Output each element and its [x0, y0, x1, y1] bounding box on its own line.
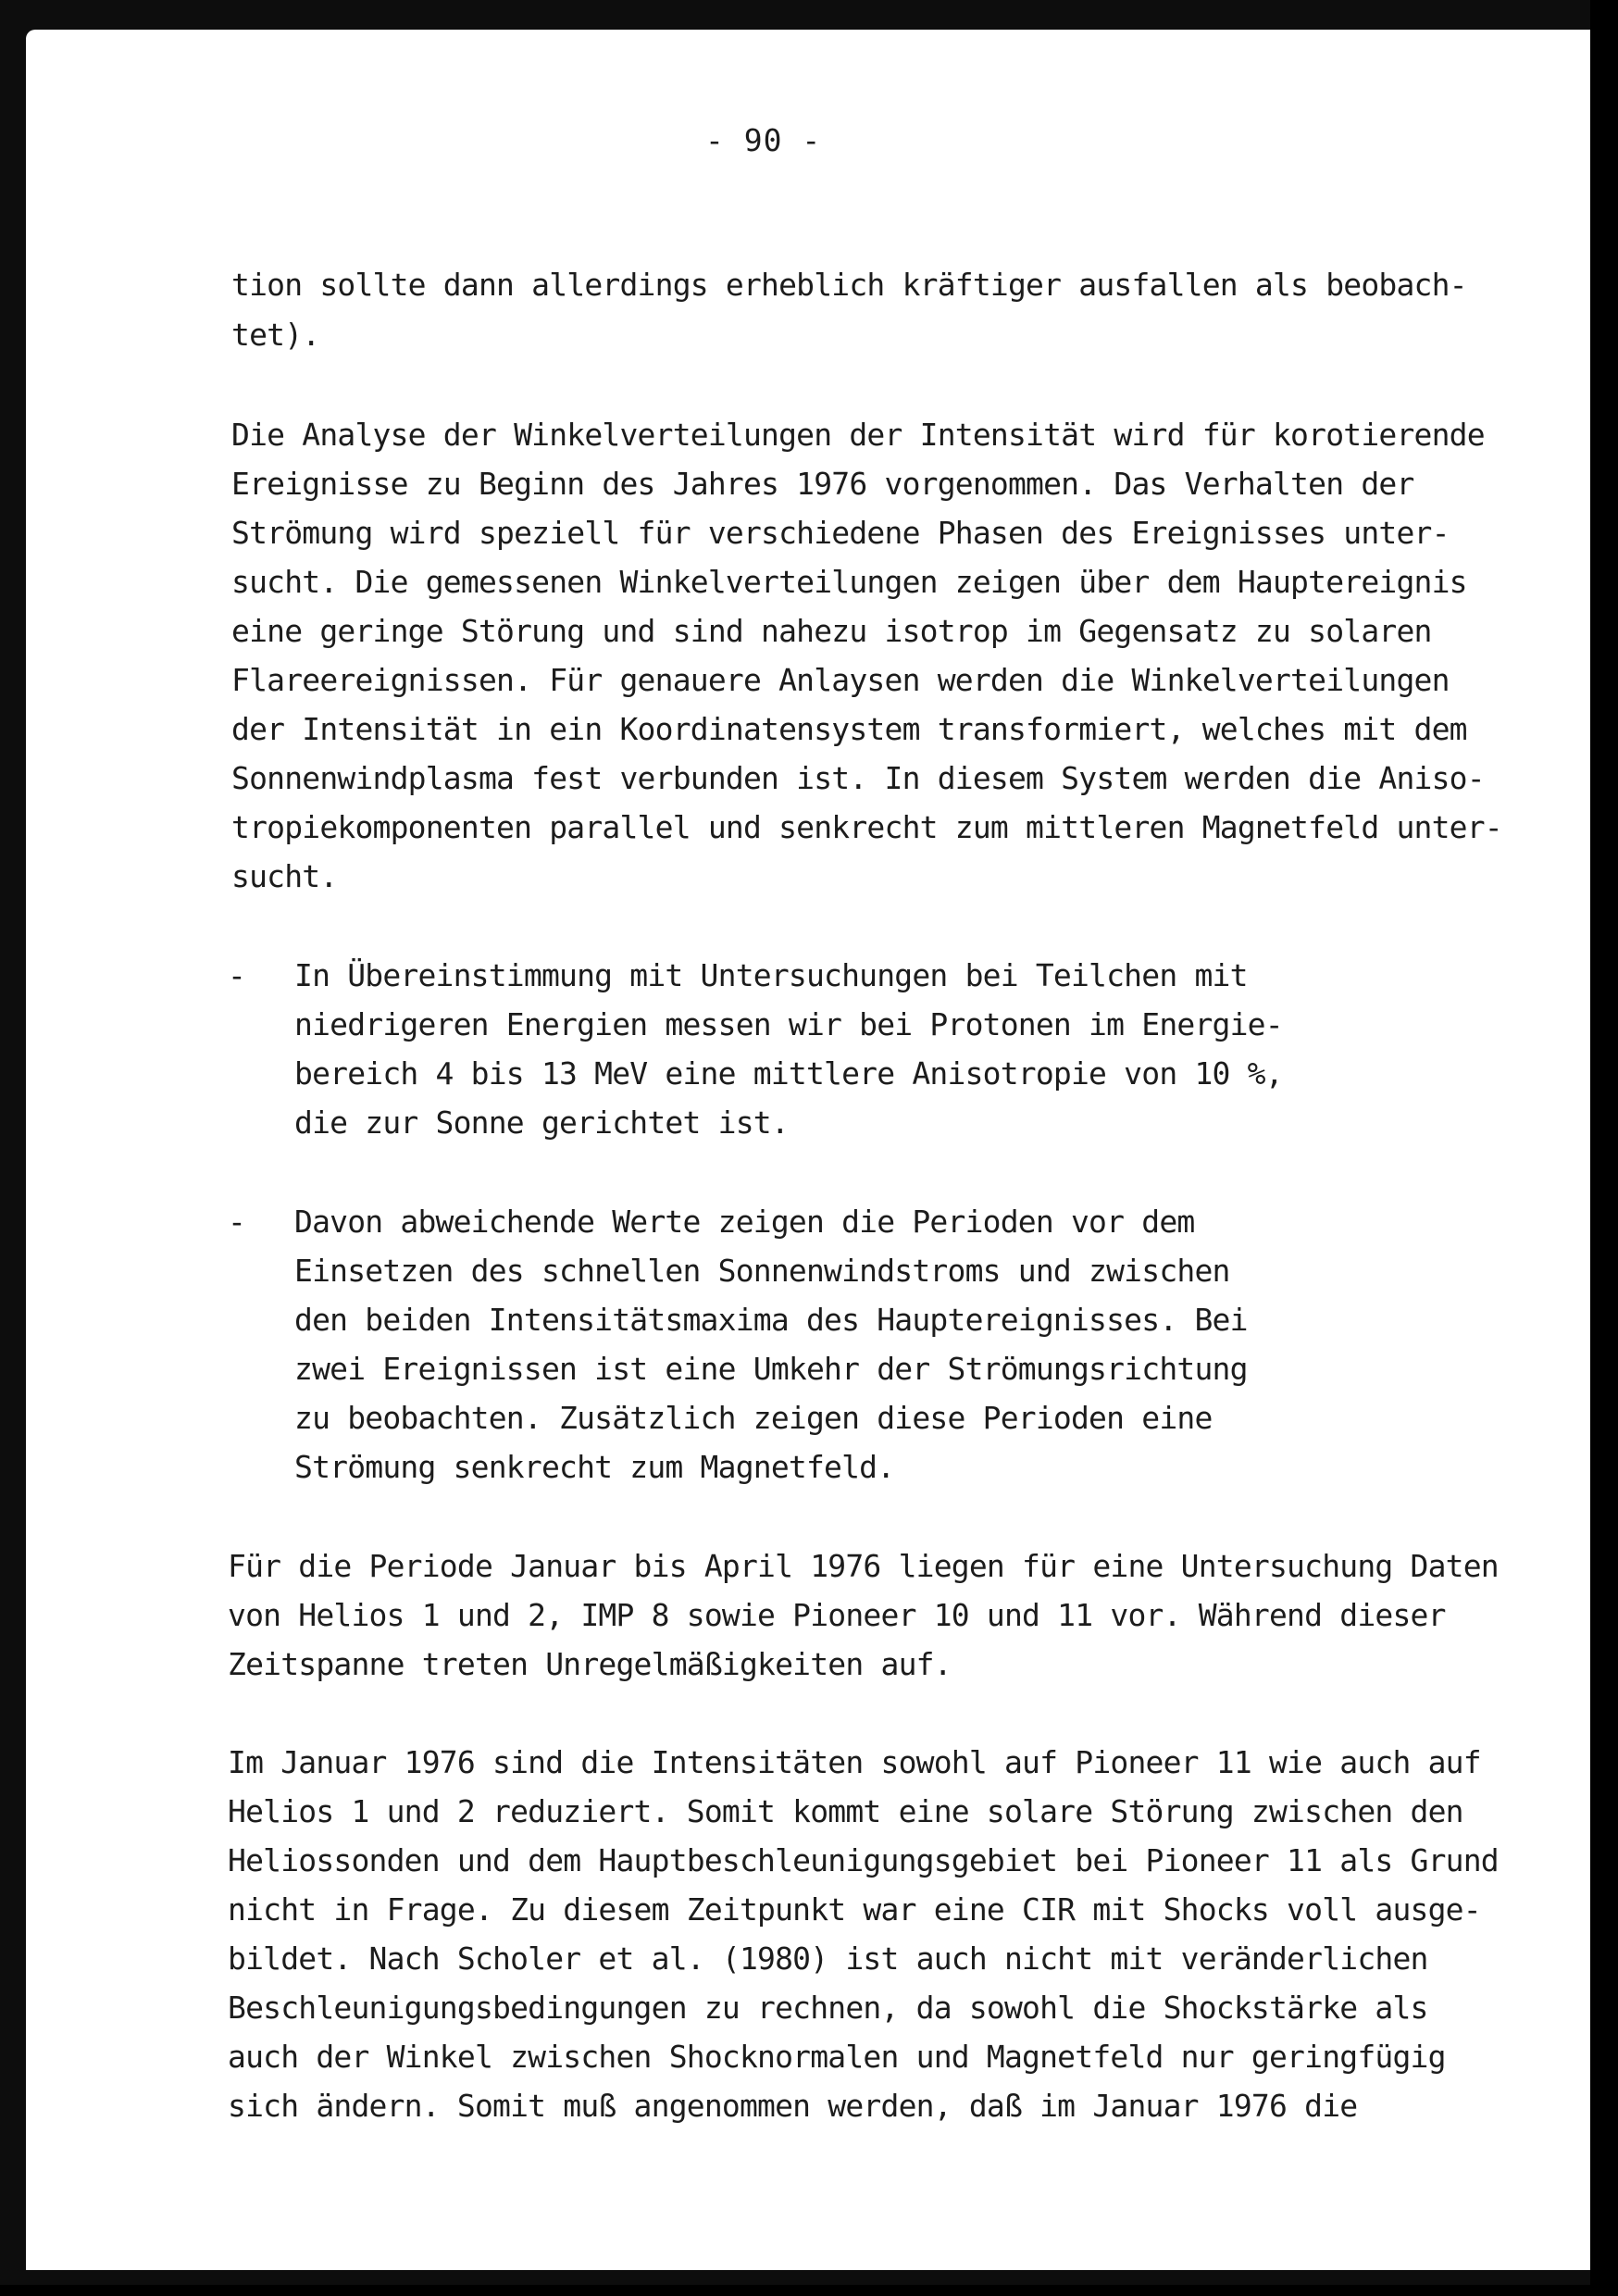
text-line: der Intensität in ein Koordinatensystem transformiert, welches mit dem: [231, 711, 1467, 747]
text-line: tropiekomponenten parallel und senkrecht zum mittleren Magnetfeld unter-: [231, 809, 1502, 845]
text-line: Ereignisse zu Beginn des Jahres 1976 vorgenommen. Das Verhalten der: [231, 466, 1414, 502]
text-line: Sonnenwindplasma fest verbunden ist. In diesem System werden die Aniso-: [231, 760, 1485, 796]
text-line: die zur Sonne gerichtet ist.: [294, 1104, 789, 1141]
scan-border-right: [1590, 0, 1618, 2296]
text-line: sich ändern. Somit muß angenommen werden, daß im Januar 1976 die: [228, 2088, 1358, 2124]
text-line: nicht in Frage. Zu diesem Zeitpunkt war eine CIR mit Shocks voll ausge-: [228, 1891, 1481, 1928]
text-line: Davon abweichende Werte zeigen die Perioden vor dem: [294, 1204, 1195, 1240]
text-line: Für die Periode Januar bis April 1976 liegen für eine Untersuchung Daten: [228, 1548, 1499, 1584]
text-line: Die Analyse der Winkelverteilungen der Intensität wird für korotierende: [231, 417, 1485, 453]
text-line: zu beobachten. Zusätzlich zeigen diese Perioden eine: [294, 1400, 1213, 1436]
text-line: sucht.: [231, 858, 338, 894]
list-marker: -: [228, 1204, 246, 1240]
text-line: den beiden Intensitätsmaxima des Hauptereignisses. Bei: [294, 1302, 1248, 1338]
text-line: niedrigeren Energien messen wir bei Protonen im Energie-: [294, 1006, 1283, 1042]
scan-border-bottom: [0, 2285, 1618, 2296]
text-line: von Helios 1 und 2, IMP 8 sowie Pioneer 10 und 11 vor. Während dieser: [228, 1597, 1446, 1633]
text-line: Einsetzen des schnellen Sonnenwindstroms und zwischen: [294, 1253, 1230, 1289]
text-line: bildet. Nach Scholer et al. (1980) ist auch nicht mit veränderlichen: [228, 1940, 1428, 1977]
list-marker: -: [228, 957, 246, 993]
page-number: - 90 -: [705, 122, 822, 158]
text-line: Beschleunigungsbedingungen zu rechnen, da sowohl die Shockstärke als: [228, 1990, 1428, 2026]
text-line: zwei Ereignissen ist eine Umkehr der Strömungsrichtung: [294, 1351, 1248, 1387]
text-line: Helios 1 und 2 reduziert. Somit kommt eine solare Störung zwischen den: [228, 1793, 1463, 1829]
document-page: [26, 30, 1590, 2270]
text-line: Heliossonden und dem Hauptbeschleunigungsgebiet bei Pioneer 11 als Grund: [228, 1842, 1499, 1878]
text-line: In Übereinstimmung mit Untersuchungen bei Teilchen mit: [294, 957, 1248, 993]
text-line: bereich 4 bis 13 MeV eine mittlere Anisotropie von 10 %,: [294, 1055, 1283, 1092]
text-line: Strömung senkrecht zum Magnetfeld.: [294, 1449, 895, 1485]
text-line: eine geringe Störung und sind nahezu isotrop im Gegensatz zu solaren: [231, 613, 1432, 649]
text-line: Strömung wird speziell für verschiedene Phasen des Ereignisses unter-: [231, 515, 1450, 551]
text-line: auch der Winkel zwischen Shocknormalen und Magnetfeld nur geringfügig: [228, 2039, 1446, 2075]
text-line: Flareereignissen. Für genauere Anlaysen werden die Winkelverteilungen: [231, 662, 1450, 698]
text-line: tet).: [231, 317, 320, 353]
text-line: sucht. Die gemessenen Winkelverteilungen zeigen über dem Hauptereignis: [231, 564, 1467, 600]
text-line: Im Januar 1976 sind die Intensitäten sowohl auf Pioneer 11 wie auch auf: [228, 1744, 1481, 1780]
text-line: tion sollte dann allerdings erheblich kräftiger ausfallen als beobach-: [231, 267, 1467, 303]
text-line: Zeitspanne treten Unregelmäßigkeiten auf.: [228, 1646, 952, 1682]
